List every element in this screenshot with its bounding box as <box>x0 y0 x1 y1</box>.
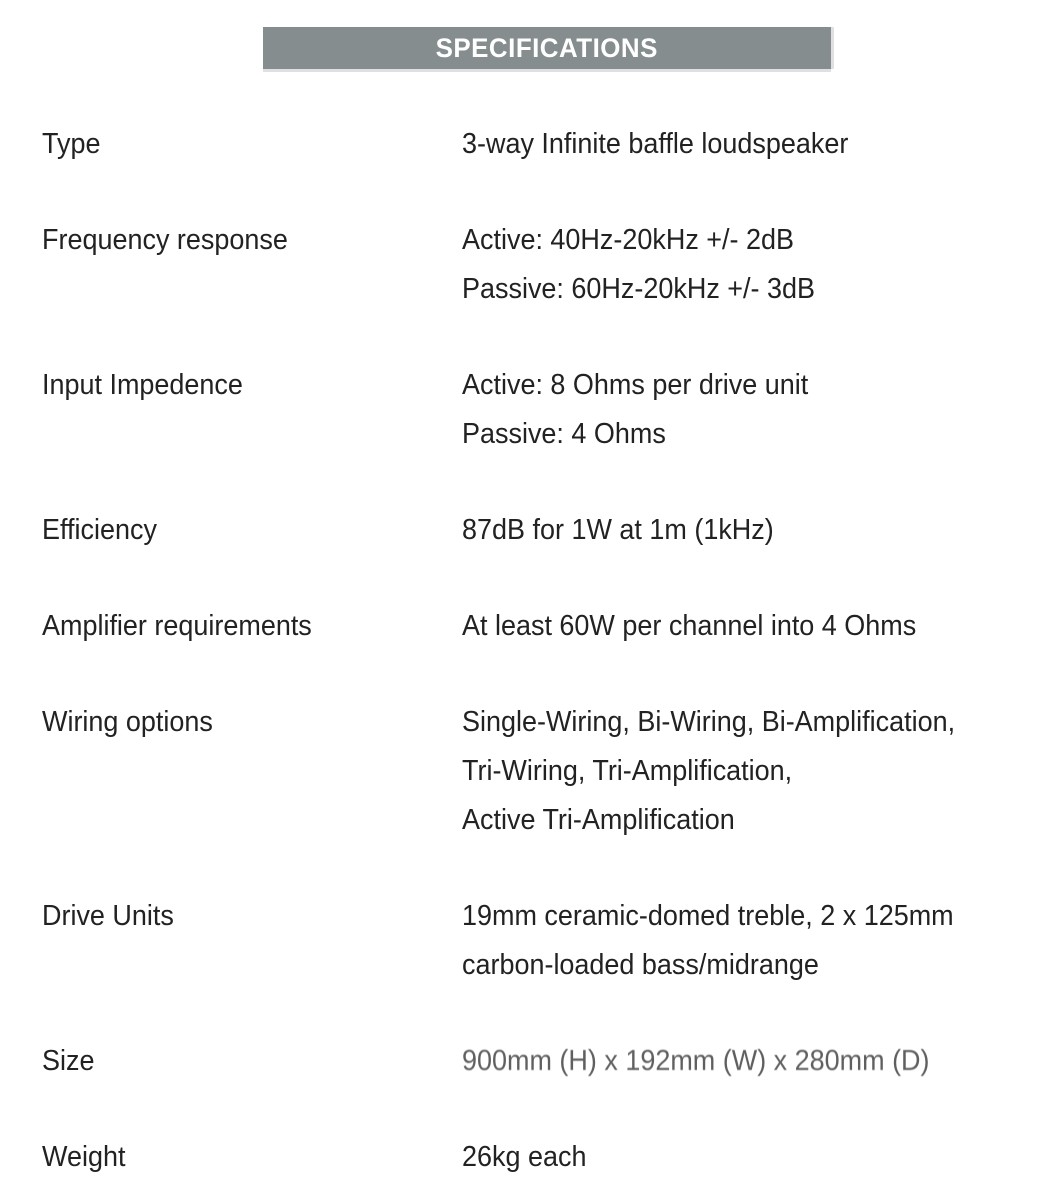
spec-value-line: Passive: 60Hz-20kHz +/- 3dB <box>462 273 816 305</box>
spec-row-drive-units <box>42 892 1032 990</box>
spec-value-line: 87dB for 1W at 1m (1kHz) <box>462 514 774 546</box>
spec-row-input-impedence <box>42 361 1032 459</box>
specifications-table <box>42 120 1032 1200</box>
spec-label: Input Impedence <box>42 369 243 401</box>
spec-value-line: 19mm ceramic-domed treble, 2 x 125mm <box>462 900 954 932</box>
spec-label: Efficiency <box>42 514 157 546</box>
spec-label: Wiring options <box>42 706 213 738</box>
spec-value-line: 3-way Infinite baffle loudspeaker <box>462 128 849 160</box>
spec-value-line: Single-Wiring, Bi-Wiring, Bi-Amplification, <box>462 706 956 738</box>
spec-value-line: At least 60W per channel into 4 Ohms <box>462 610 917 642</box>
spec-value <box>462 216 1032 314</box>
spec-value <box>462 1133 1032 1182</box>
spec-label: Type <box>42 128 101 160</box>
spec-value-line: Active Tri-Amplification <box>462 804 735 836</box>
spec-label: Frequency response <box>42 224 288 256</box>
spec-label: Weight <box>42 1141 126 1173</box>
spec-label: Amplifier requirements <box>42 610 312 642</box>
page-title: SPECIFICATIONS <box>435 32 659 63</box>
spec-row-wiring-options <box>42 698 1032 845</box>
spec-value-line: Passive: 4 Ohms <box>462 418 666 450</box>
spec-row-amplifier-requirements <box>42 602 1032 651</box>
spec-value <box>462 1037 1032 1086</box>
spec-value-line: Active: 8 Ohms per drive unit <box>462 369 809 401</box>
specifications-header-bar <box>263 27 831 69</box>
spec-value <box>462 698 1032 845</box>
spec-value-line: 900mm (H) x 192mm (W) x 280mm (D) <box>462 1045 930 1077</box>
spec-row-frequency-response <box>42 216 1032 314</box>
spec-row-efficiency <box>42 506 1032 555</box>
spec-value-line: 26kg each <box>462 1141 587 1173</box>
spec-row-weight <box>42 1133 1032 1182</box>
spec-value <box>462 120 1032 169</box>
spec-value-line: Tri-Wiring, Tri-Amplification, <box>462 755 793 787</box>
spec-label: Size <box>42 1045 95 1077</box>
spec-value <box>462 506 1032 555</box>
spec-value <box>462 892 1032 990</box>
spec-value <box>462 602 1032 651</box>
spec-value-line: Active: 40Hz-20kHz +/- 2dB <box>462 224 795 256</box>
spec-row-type <box>42 120 1032 169</box>
spec-value-line: carbon-loaded bass/midrange <box>462 949 819 981</box>
spec-row-size <box>42 1037 1032 1086</box>
spec-label: Drive Units <box>42 900 174 932</box>
spec-value <box>462 361 1032 459</box>
